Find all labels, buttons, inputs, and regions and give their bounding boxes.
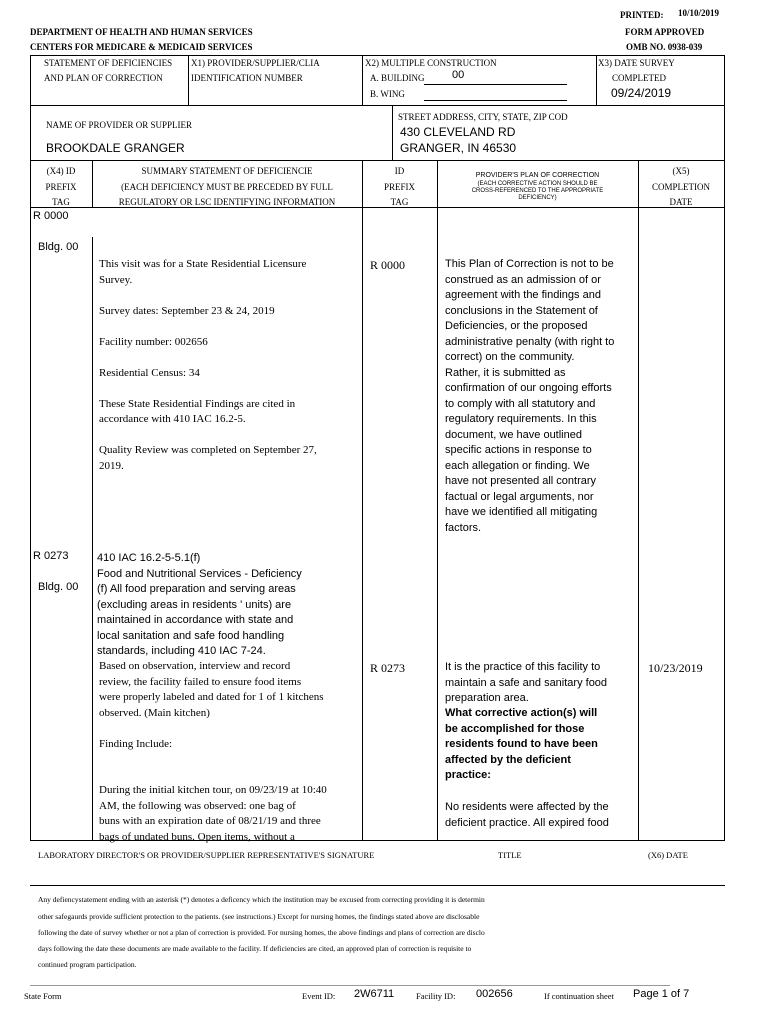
plan-header-4: DEFICIENCY) xyxy=(518,195,557,201)
plan-r0273-question: What corrective action(s) will be accomplished for those residents found to have been affected by the deficient practice: xyxy=(445,707,598,781)
footnote-line-2: other safegaurds provide sufficient protection to the patients. (see instructions.) Except for nursing homes, the findings stated above are disclosable xyxy=(38,912,480,921)
col-divider-2 xyxy=(362,160,363,841)
building-value: 00 xyxy=(452,69,465,81)
footer-divider xyxy=(30,985,670,986)
plan-r0000: This Plan of Correction is not to be construed as an admission of or agreement with the findings and conclusions in the Statement of Deficiencies, or the proposed administrative penalty (with right to correct) on the community. Rather, it is submitted as confirmation of our ongoing efforts to comply with all statutory and regulatory requirements. In this document, we have outlined specific actions in response to each allegation or finding. We have not presented all contrary factual or legal arguments, nor have we identified all mitigating factors. xyxy=(445,258,615,534)
page-number: Page 1 of 7 xyxy=(633,988,690,1000)
summary-r0000: This visit was for a State Residential Licensure Survey. Survey dates: September 23 & 24, 2019 Facility number: 002656 Residential Census: 34 These State Residential Findings are cited in accordance with 410 IAC 16.2-5. Quality Review was completed on September 27, 2019. xyxy=(99,258,317,472)
facility-id-label: Facility ID: xyxy=(416,991,456,1001)
x6-date-label: (X6) DATE xyxy=(648,850,688,860)
divider-provider-address xyxy=(392,105,393,160)
wing-label: B. WING xyxy=(370,89,405,99)
continuation-label: If continuation sheet xyxy=(544,991,614,1001)
street-address: 430 CLEVELAND RD xyxy=(400,125,516,139)
statement-label-1: STATEMENT OF DEFICIENCIES xyxy=(44,58,173,68)
completion-date-r0273: 10/23/2019 xyxy=(648,661,703,675)
frame-top-line xyxy=(30,55,725,56)
divider-x2 xyxy=(362,55,363,105)
provider-name-label: NAME OF PROVIDER OR SUPPLIER xyxy=(46,120,193,130)
event-id-value: 2W6711 xyxy=(354,988,395,1000)
multiple-construction-label: X2) MULTIPLE CONSTRUCTION xyxy=(365,58,497,68)
building-underline xyxy=(424,84,567,85)
tag-r0273: R 0273 xyxy=(33,550,69,562)
bldg-r0273: Bldg. 00 xyxy=(38,581,79,593)
col-divider-1-body xyxy=(92,237,93,841)
department-name: DEPARTMENT OF HEALTH AND HUMAN SERVICES xyxy=(30,27,253,37)
survey-completed-date: 09/24/2019 xyxy=(611,86,672,100)
tag-r0000: R 0000 xyxy=(33,210,69,222)
x5-header-3: DATE xyxy=(669,197,693,207)
bldg-r0000: Bldg. 00 xyxy=(38,241,79,253)
state-form-label: State Form xyxy=(24,991,62,1001)
event-id-label: Event ID: xyxy=(302,991,336,1001)
col-divider-3 xyxy=(437,160,438,841)
x4-header-2: PREFIX xyxy=(45,182,77,192)
summary-r0273: Based on observation, interview and record review, the facility failed to ensure food items were properly labeled and dated for 1 of 1 kitchens observed. (Main kitchen) Finding Include: During the initial kitchen tour, on 09/23/19 at 10:40 AM, the following was observed: one bag of buns with an expiration date of 08/21/19 and three bags of undated buns. Open items, without a xyxy=(99,660,327,843)
plan-header-1: PROVIDER'S PLAN OF CORRECTION xyxy=(475,172,600,179)
line-below-provider xyxy=(30,160,725,161)
plan-r0273-intro: It is the practice of this facility to maintain a safe and sanitary food preparation area. xyxy=(445,661,608,704)
printed-date: 10/10/2019 xyxy=(678,8,720,18)
form-approved: FORM APPROVED xyxy=(625,27,705,37)
footnote-line-1: Any defiencystatement ending with an asterisk (*) denotes a deficency which the institution may be excused from correcting providing it is determin xyxy=(38,895,485,904)
date-survey-label-1: X3) DATE SURVEY xyxy=(598,58,675,68)
provider-id-label-1: X1) PROVIDER/SUPPLIER/CLIA xyxy=(191,58,320,68)
plan-r0273-response: No residents were affected by the deficient practice. All expired food xyxy=(445,801,609,829)
centers-name: CENTERS FOR MEDICARE & MEDICAID SERVICES xyxy=(30,42,253,52)
signature-label: LABORATORY DIRECTOR'S OR PROVIDER/SUPPLIER REPRESENTATIVE'S SIGNATURE xyxy=(38,850,375,860)
omb-number: OMB NO. 0938-039 xyxy=(626,42,703,52)
x4-header-3: TAG xyxy=(52,197,70,207)
plan-header-2: (EACH CORRECTIVE ACTION SHOULD BE xyxy=(477,181,598,187)
footnote-line-5: continued program participation. xyxy=(38,960,137,969)
city-state-zip: GRANGER, IN 46530 xyxy=(400,141,517,155)
signature-bottom-line xyxy=(30,885,725,886)
footnote-line-4: days following the date these documents are made available to the facility. If deficiencies are cited, an approved plan of correction is requisite to xyxy=(38,944,472,953)
frame-right-line xyxy=(724,55,725,841)
address-label: STREET ADDRESS, CITY, STATE, ZIP COD xyxy=(398,112,568,122)
id-header-3: TAG xyxy=(390,197,409,207)
line-below-column-headers xyxy=(30,207,725,208)
divider-x3 xyxy=(596,55,597,105)
id-header-1: ID xyxy=(394,166,405,176)
title-label: TITLE xyxy=(498,850,522,860)
plan-header-3: CROSS-REFERENCED TO THE APPROPRIATE xyxy=(471,188,604,194)
provider-name: BROOKDALE GRANGER xyxy=(46,141,185,155)
col-divider-4 xyxy=(638,160,639,841)
footnote-line-3: following the date of survey whether or not a plan of correction is provided. For nursing homes, the above findings and plans of correction are disclo xyxy=(38,928,485,937)
id-r0273: R 0273 xyxy=(370,661,406,675)
wing-underline xyxy=(424,100,567,101)
summary-header-3: REGULATORY OR LSC IDENTIFYING INFORMATION xyxy=(118,197,336,207)
x5-header-2: COMPLETION xyxy=(652,182,710,192)
id-r0000: R 0000 xyxy=(370,258,406,272)
line-below-top-boxes xyxy=(30,105,725,106)
facility-id-value: 002656 xyxy=(476,988,513,1000)
printed-label: PRINTED: xyxy=(620,10,664,20)
x4-header-1: (X4) ID xyxy=(46,166,76,176)
x5-header-1: (X5) xyxy=(672,166,690,176)
divider-x1 xyxy=(188,55,189,105)
id-header-2: PREFIX xyxy=(383,182,415,192)
building-label: A. BUILDING xyxy=(370,73,425,83)
provider-id-label-2: IDENTIFICATION NUMBER xyxy=(191,73,303,83)
summary-header-2: (EACH DEFICIENCY MUST BE PRECEDED BY FULL xyxy=(121,182,333,192)
statement-label-2: AND PLAN OF CORRECTION xyxy=(44,73,163,83)
summary-header-1: SUMMARY STATEMENT OF DEFICIENCIE xyxy=(141,166,313,176)
regulation-r0273: 410 IAC 16.2-5-5.1(f) Food and Nutritional Services - Deficiency (f) All food preparation and serving areas (excluding areas in residents ' units) are maintained in accordance with state and local sanitation and safe food handling standards, including 410 IAC 7-24. xyxy=(97,552,302,657)
date-survey-label-2: COMPLETED xyxy=(612,73,666,83)
